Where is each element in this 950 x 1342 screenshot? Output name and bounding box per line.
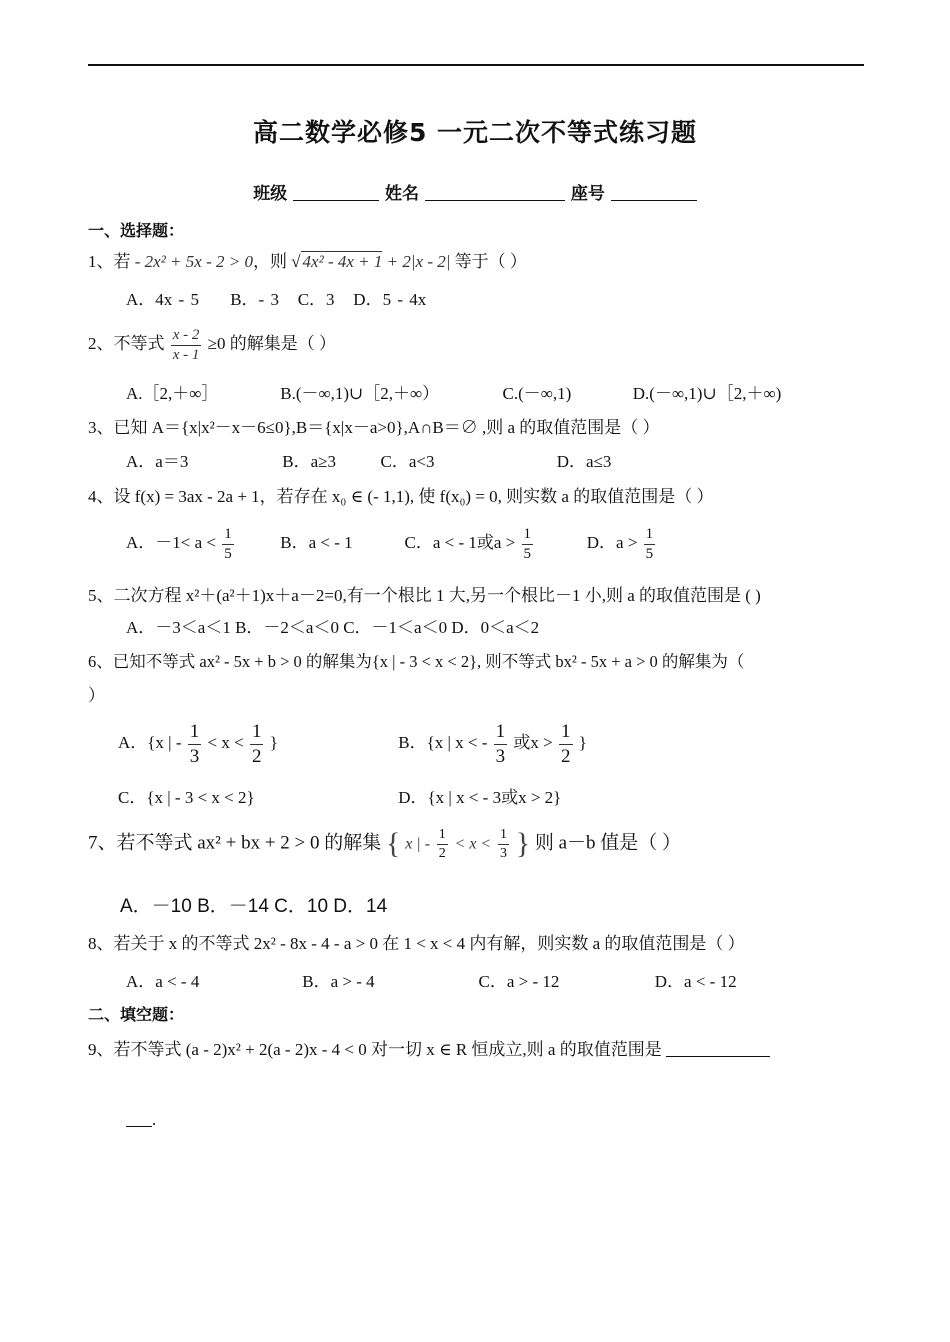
student-info (0, 184, 950, 204)
q1-option-d[interactable]: D．5 - 4x (353, 290, 427, 309)
question-6-options-ab (118, 720, 587, 769)
q8-option-b[interactable]: B．a > - 4 (302, 972, 375, 991)
q6-option-c[interactable]: C．{x | - 3 < x < 2} (118, 788, 255, 807)
q9-answer-blank-cont[interactable] (126, 1110, 152, 1127)
q1-option-c[interactable]: C．3 (297, 290, 335, 309)
question-3: 3、已知 A＝{x|x²－x－6≤0},B＝{x|x－a>0},A∩B＝∅ ,则 a 的取值范围是（ ） (88, 418, 660, 437)
section-choice: 一、选择题： (88, 221, 185, 240)
name-blank[interactable] (425, 184, 565, 201)
q6-option-a[interactable]: A．{x | - $\frac{1}{3}$ < x < $\frac{1}{2}$ } (118, 721, 278, 767)
section-fill: 二、填空题： (88, 1005, 185, 1024)
q2-option-d[interactable]: D.(－∞,1)∪［2,＋∞) (632, 384, 782, 403)
question-9: 9、若不等式 (a - 2)x² + 2(a - 2)x - 4 < 0 对一切 x ∈ R 恒成立,则 a 的取值范围是 (88, 1040, 770, 1060)
question-6-options-cd (118, 788, 561, 808)
q2-option-b[interactable]: B.(－∞,1)∪［2,＋∞） (280, 384, 440, 403)
question-8: 8、若关于 x 的不等式 2x² - 8x - 4 - a > 0 在 1 < x < 4 内有解，则实数 a 的取值范围是（ ） (88, 934, 745, 953)
class-label: 班级 (253, 184, 288, 204)
question-5-options: A．－3＜a＜1 B．－2＜a＜0 C．－1＜a＜0 D．0＜a＜2 (126, 618, 540, 637)
seat-blank[interactable] (611, 184, 697, 201)
page-title: 高二数学必修5 一元二次不等式练习题 (252, 118, 698, 147)
q3-option-b[interactable]: B．a≥3 (282, 452, 336, 471)
q4-option-c[interactable]: C．a < - 1或a > $\frac{1}{5}$ (404, 526, 532, 562)
q4-option-d[interactable]: D．a > $\frac{1}{5}$ (586, 526, 654, 562)
class-blank[interactable] (293, 184, 379, 201)
name-label: 姓名 (385, 184, 420, 204)
q4-option-a[interactable]: A．－1< a < $\frac{1}{5}$ (126, 526, 232, 562)
question-7: 7、若不等式 ax² + bx + 2 > 0 的解集 { x | - $\frac{1}{2}$ < x < $\frac{1}{3}$ } 则 a－b 值是（ ） (88, 827, 682, 861)
question-4-options (126, 525, 657, 564)
q3-option-a[interactable]: A．a＝3 (126, 452, 189, 471)
seat-label: 座号 (570, 184, 605, 204)
q6-option-d[interactable]: D．{x | x < - 3或x > 2} (398, 788, 562, 807)
question-1: 1、若 - 2x² + 5x - 2 > 0，则 √ 4x² - 4x + 1 + 2|x - 2| 等于（ ） (88, 252, 527, 271)
q1-option-b[interactable]: B．- 3 (230, 290, 279, 309)
q6-option-b[interactable]: B．{x | x < - $\frac{1}{3}$ 或x > $\frac{1}{2}$ } (398, 721, 587, 767)
q3-option-d[interactable]: D．a≤3 (556, 452, 612, 471)
question-6-cont: ） (88, 686, 105, 705)
q9-answer-blank[interactable] (666, 1040, 770, 1057)
question-5: 5、二次方程 x²＋(a²＋1)x＋a－2=0,有一个根比 1 大,另一个根比－1 小,则 a 的取值范围是 ( ) (88, 586, 761, 605)
q4-option-b[interactable]: B．a < - 1 (280, 533, 353, 553)
question-4: 4、设 f(x) = 3ax - 2a + 1，若存在 x₀ ∈ (- 1,1), 使 f(x₀) = 0, 则实数 a 的取值范围是（ ） (88, 487, 714, 506)
question-2-options (126, 384, 781, 404)
question-9-cont: . (126, 1110, 156, 1130)
q8-option-d[interactable]: D．a < - 12 (654, 972, 737, 991)
question-6: 6、已知不等式 ax² - 5x + b > 0 的解集为{x | - 3 < x < 2}, 则不等式 bx² - 5x + a > 0 的解集为（ (88, 652, 745, 671)
top-rule (88, 64, 864, 66)
q1-option-a[interactable]: A．4x - 5 (126, 290, 199, 309)
question-7-options: A．－10 B．－14 C．10 D．14 (120, 896, 388, 917)
question-2: 2、不等式 $\frac{x - 2}{x - 1}$ ≥0 的解集是（ ） (88, 327, 336, 363)
q8-option-c[interactable]: C．a > - 12 (478, 972, 560, 991)
q3-option-c[interactable]: C．a<3 (380, 452, 435, 471)
q8-option-a[interactable]: A．a < - 4 (126, 972, 200, 991)
question-3-options (126, 452, 611, 472)
question-1-options (126, 290, 426, 310)
question-8-options (126, 972, 737, 992)
q2-option-c[interactable]: C.(－∞,1) (502, 384, 572, 403)
q2-option-a[interactable]: A.［2,＋∞］ (126, 384, 219, 403)
